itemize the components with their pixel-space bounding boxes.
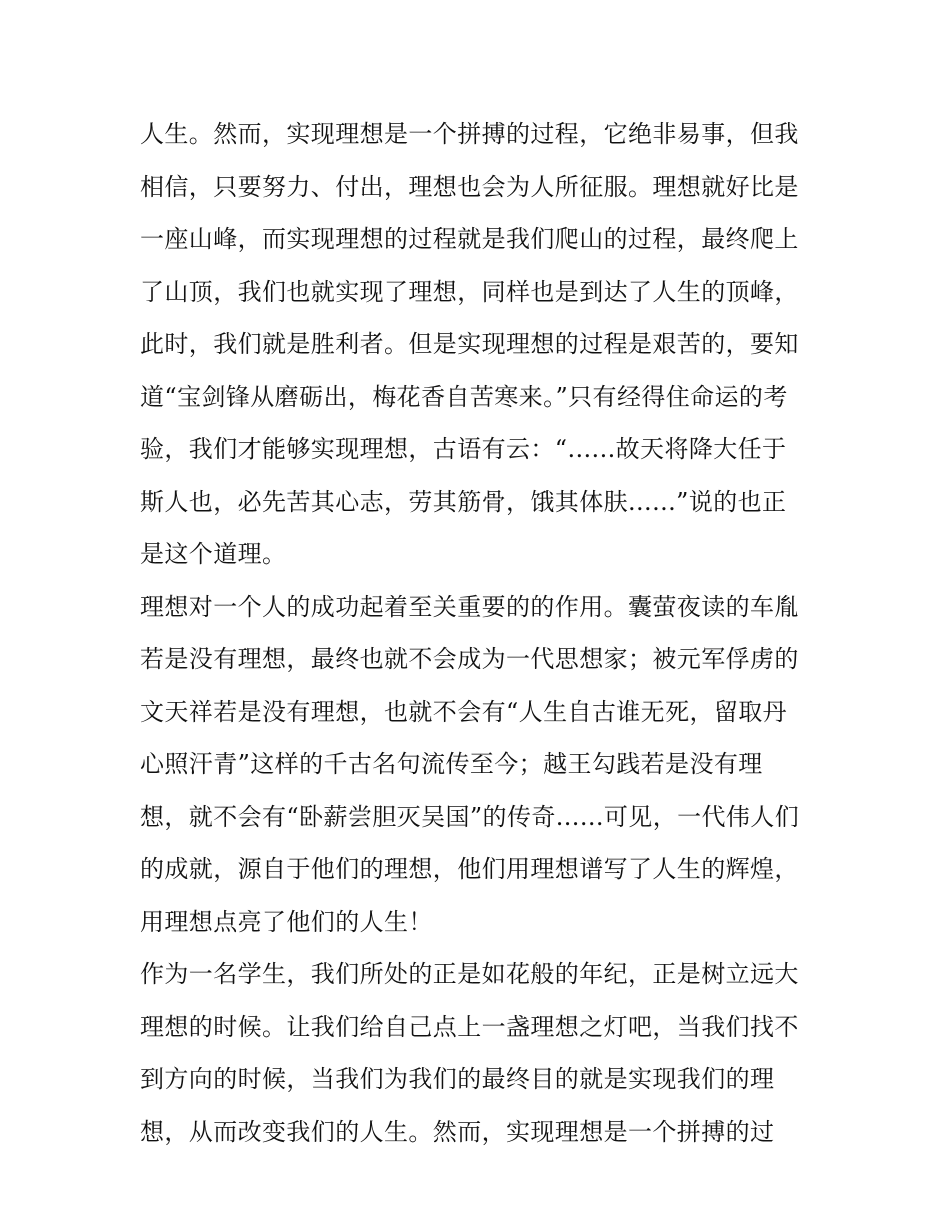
text-line: 理想对一个人的成功起着至关重要的的作用。囊萤夜读的车胤: [140, 592, 799, 621]
text-line: 文天祥若是没有理想，也就不会有“人生自古谁无死，留取丹: [140, 697, 788, 726]
text-line: 理想的时候。让我们给自己点上一盏理想之灯吧，当我们找不: [140, 1012, 799, 1041]
text-line: 道“宝剑锋从磨砺出，梅花香自苦寒来。”只有经得住命运的考: [140, 382, 788, 411]
text-line: 作为一名学生，我们所处的正是如花般的年纪，正是树立远大: [140, 960, 799, 988]
text-line: 是这个道理。: [140, 540, 287, 568]
text-line: 了山顶，我们也就实现了理想，同样也是到达了人生的顶峰，: [140, 277, 799, 306]
text-line: 心照汗青”这样的千古名句流传至今；越王勾践若是没有理: [140, 750, 763, 778]
text-line: 若是没有理想，最终也就不会成为一代思想家；被元军俘虏的: [140, 645, 799, 673]
text-line: 此时，我们就是胜利者。但是实现理想的过程是艰苦的，要知: [140, 330, 799, 358]
text-line: 想，从而改变我们的人生。然而，实现理想是一个拼搏的过: [140, 1117, 775, 1146]
text-line: 相信，只要努力、付出，理想也会为人所征服。理想就好比是: [140, 172, 799, 201]
text-line: 想，就不会有“卧薪尝胆灭吴国”的传奇......可见，一代伟人们: [140, 802, 800, 831]
text-line: 用理想点亮了他们的人生！: [140, 907, 433, 936]
text-line: 一座山峰，而实现理想的过程就是我们爬山的过程，最终爬上: [140, 225, 799, 253]
text-line: 到方向的时候，当我们为我们的最终目的就是实现我们的理: [140, 1065, 775, 1093]
text-line: 验，我们才能够实现理想，古语有云：“......故天将降大任于: [140, 435, 787, 463]
body-text: [140, 108, 830, 1158]
text-line: 的成就，源自于他们的理想，他们用理想谱写了人生的辉煌，: [140, 855, 799, 883]
text-line: 人生。然而，实现理想是一个拼搏的过程，它绝非易事，但我: [140, 120, 799, 148]
text-line: 斯人也，必先苦其心志，劳其筋骨，饿其体肤......”说的也正: [140, 487, 787, 516]
